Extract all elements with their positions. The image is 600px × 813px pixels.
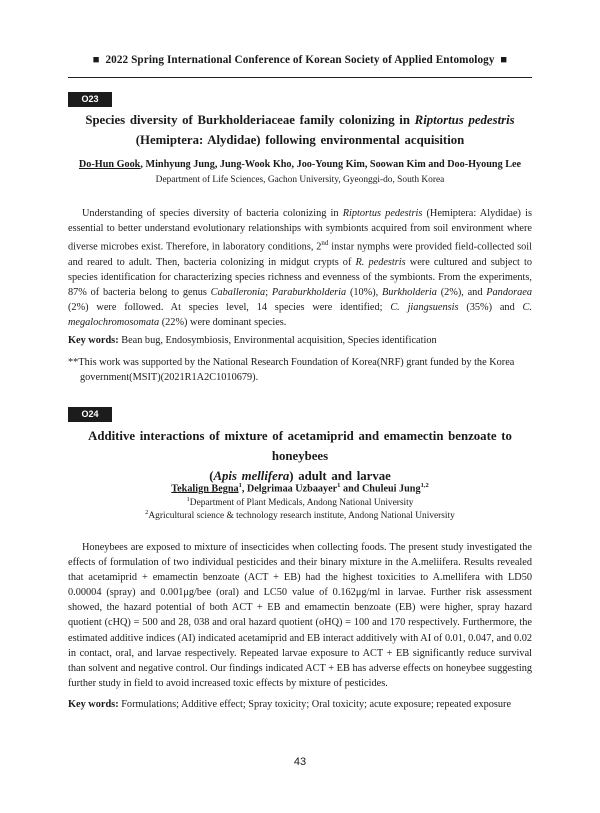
title-species: Apis mellifera (213, 469, 290, 483)
keywords-list: Bean bug, Endosymbiosis, Environmental acquisition, Species identification (118, 335, 437, 346)
body-italic: Riptortus pedestris (342, 208, 423, 219)
body-text: (Hemiptera: Alydidae) is essential to better understand evolutionary relationships with symbionts acquired from soil environment where diverse microbes exist. Therefore, in laboratory conditions, 2 (68, 208, 532, 253)
author-list-o23 (68, 158, 532, 172)
header-divider (68, 77, 532, 78)
body-italic: C. megalochromosomata (68, 301, 532, 329)
keywords-label: Key words: (68, 335, 119, 346)
keywords-list: Formulations; Additive effect; Spray toxicity; Oral toxicity; acute exposure; repeated exposure (118, 699, 512, 710)
body-text: (2%), and (436, 286, 487, 298)
conference-header (0, 54, 600, 66)
keywords-o24 (68, 697, 532, 712)
affiliation-sup: 2 (145, 509, 149, 516)
body-text: (10%), (346, 286, 383, 298)
affiliation-text: Agricultural science & technology research institute, Andong National University (148, 511, 455, 522)
keywords-label: Key words: (68, 699, 119, 710)
title-text: Additive interactions of mixture of acetamiprid and emamectin benzoate to honeybees (88, 429, 512, 463)
body-italic: Paraburkholderia (271, 286, 347, 298)
funding-note-o23: **This work was supported by the National Research Foundation of Korea(NRF) grant funded by the Korea government(MSIT)(2021R1A2C1010679). (68, 357, 515, 383)
co-authors: , Minhyung Jung, Jung-Wook Kho, Joo-Young Kim, Soowan Kim and Doo-Hyoung Lee (140, 159, 522, 170)
author-sep: and (340, 483, 362, 495)
title-text: ) adult and larvae (289, 469, 391, 483)
abstract-badge-o24: O24 (68, 407, 112, 422)
abstract-title-o23 (68, 110, 532, 150)
body-superscript: nd (321, 239, 329, 248)
author-sup: 1 (337, 482, 341, 489)
body-italic: Caballeronia (210, 286, 266, 298)
title-text: Species diversity of Burkholderiaceae family colonizing in (85, 113, 415, 127)
affiliation-sup: 1 (186, 496, 190, 503)
page-number: 43 (293, 756, 307, 768)
body-italic: C. jiangsuensis (390, 301, 459, 313)
affiliation-o24-2 (68, 506, 532, 523)
author-sup: 1,2 (420, 482, 429, 489)
abstract-body-o23 (68, 206, 532, 330)
body-italic: Pandoraea (486, 286, 532, 298)
affiliation-o23: Department of Life Sciences, Gachon University, Gyeonggi-do, South Korea (155, 175, 445, 185)
author-sup: 1 (238, 482, 242, 489)
author-name: Chuleui Jung (361, 483, 421, 495)
body-text: (2%) were followed. At species level, 14 species were identified; (68, 301, 391, 313)
header-left-mark: ■ (92, 54, 100, 66)
abstract-title-o24 (68, 426, 532, 486)
author-name: Delgrimaa Uzbaayer (246, 483, 338, 495)
body-text: (22%) were dominant species. (159, 317, 287, 329)
header-right-mark: ■ (500, 54, 508, 66)
body-italic: R. pedestris (355, 256, 406, 268)
title-species: Riptortus pedestris (414, 113, 515, 127)
keywords-o23 (68, 333, 532, 348)
header-title: 2022 Spring International Conference of Korean Society of Applied Entomology (105, 54, 495, 66)
body-text: instar nymphs were provided field-collected soil and reared to adult. Then, bacteria colonizing in midgut crypts of (68, 241, 532, 268)
body-text: Understanding of species diversity of bacteria colonizing in (82, 208, 343, 219)
body-text: were cultured and subject to species identification for characterizing species richness and evenness of the symbionts. From the experiments, 87% of bacteria belong to genus (68, 256, 532, 298)
presenting-author: Tekalign Begna (171, 483, 239, 495)
title-text: ( (209, 469, 214, 483)
abstract-body-o24: Honeybees are exposed to mixture of insecticides when collecting foods. The present study investigated the effects of formulation of two individual pesticides and their binary mixture in the A.meliifera. Results revealed that acetamiprid + emamectin benzoate (ACT + EB) had the highest toxicities to A.mellifera with LD50 0.00004 (spray) and 0.001μg/bee (oral) and LC50 value of 0.162μg/ml in larvae. Further risk assessment showed, the hazard potential of both ACT + EB and emamectin benzoate (EB) were higher, spray hazard quotient (cHQ) = 500 and 28, 038 and oral hazard quotient (oHQ) = 100 and 170 respectively. Furthermore, the estimated additive indices (AI) indicated acetamiprid and EB interact additively with AI of 0.01, 0.047, and 0.02 in contact, oral, and larvae respectively. Repeated larvae exposure to ACT + EB significantly reduce survival than solvent and negative control. Our findings indicated ACT + EB has adverse effects on honeybee suggesting further study in field to avoid increased toxic effects by mixture of pesticides. (68, 542, 532, 689)
affiliation-text: Department of Plant Medicals, Andong National University (189, 498, 414, 509)
title-text: (Hemiptera: Alydidae) following environmental acquisition (135, 133, 465, 147)
presenting-author: Do-Hun Gook (78, 159, 141, 170)
body-italic: Burkholderia (382, 286, 437, 298)
body-text: (35%) and (458, 301, 523, 313)
abstract-badge-o23: O23 (68, 92, 112, 107)
author-sep: , (241, 483, 247, 495)
body-text: ; (265, 286, 272, 298)
